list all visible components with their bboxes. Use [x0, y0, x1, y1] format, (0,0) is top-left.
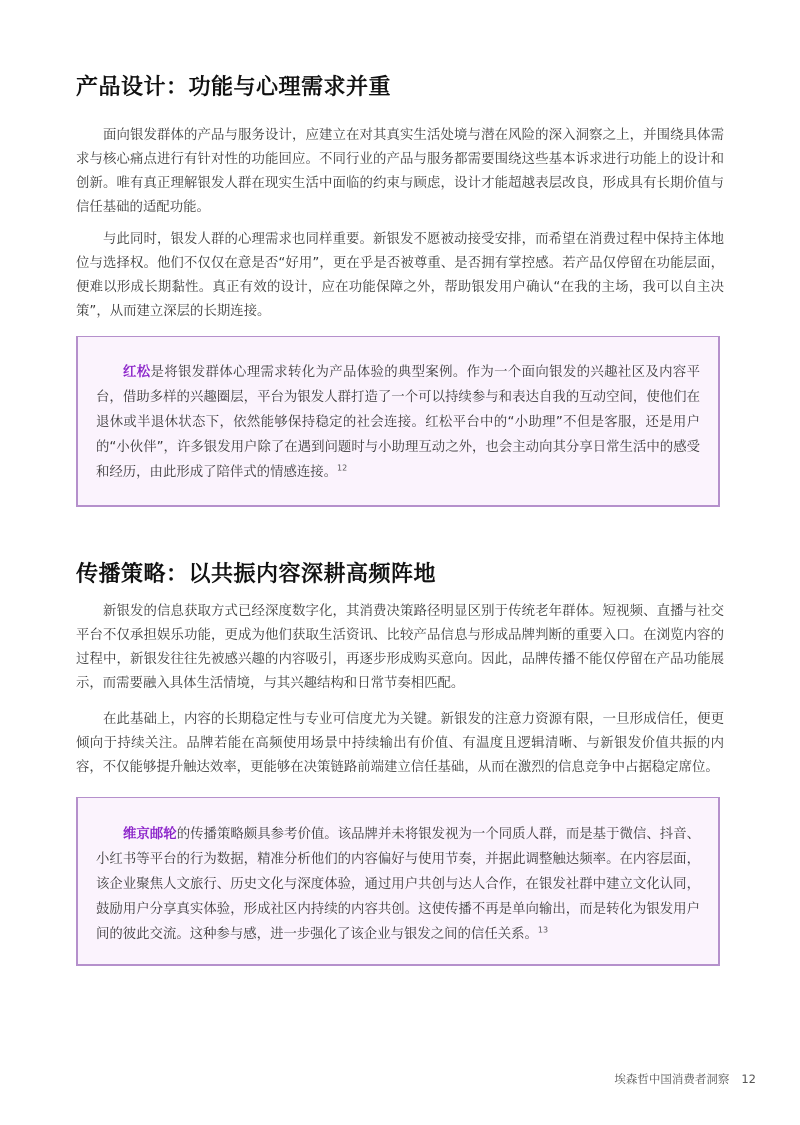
brand-name-viking-cruises: 维京邮轮 [123, 827, 177, 842]
case-study-text [96, 360, 700, 485]
paragraph-product-design-2: 与此同时，银发人群的心理需求也同样重要。新银发不愿被动接受安排，而希望在消费过程中保持主体地位与选择权。他们不仅仅在意是否“好用”，更在乎是否被尊重、是否拥有掌控感。若产品仅停留在功能层面，便难以形成长期黏性。真正有效的设计，应在功能保障之外，帮助银发用户确认“在我的主场，我可以自主决策”，从而建立深层的长期连接。 [76, 232, 724, 319]
case-study-body: 是将银发群体心理需求转化为产品体验的典型案例。作为一个面向银发的兴趣社区及内容平台，借助多样的兴趣圈层，平台为银发人群打造了一个可以持续参与和表达自我的互动空间，使他们在退休或半退休状态下，依然能够保持稳定的社会连接。红松平台中的“小助理”不但是客服，还是用户的“小伙伴”，许多银发用户除了在遇到问题时与小助理互动之外，也会主动向其分享日常生活中的感受和经历，由此形成了陪伴式的情感连接。 [96, 365, 701, 480]
case-study-body: 的传播策略颇具参考价值。该品牌并未将银发视为一个同质人群，而是基于微信、抖音、小红书等平台的行为数据，精准分析他们的内容偏好与使用节奏，并据此调整触达频率。在内容层面，该企业聚焦人文旅行、历史文化与深度体验，通过用户共创与达人合作，在银发社群中建立文化认同，鼓励用户分享真实体验，形成社区内持续的内容共创。这使传播不再是单向输出，而是转化为银发用户间的彼此交流。这种参与感，进一步强化了该企业与银发之间的信任关系。 [96, 827, 701, 942]
page-footer [614, 1071, 756, 1087]
paragraph-product-design-1: 面向银发群体的产品与服务设计，应建立在对其真实生活处境与潜在风险的深入洞察之上，并围绕具体需求与核心痛点进行有针对性的功能回应。不同行业的产品与服务都需要围绕这些基本诉求进行功能上的设计和创新。唯有真正理解银发人群在现实生活中面临的约束与顾虑，设计才能超越表层改良，形成具有长期价值与信任基础的适配功能。 [76, 128, 724, 215]
case-study-box-hongsong [76, 336, 720, 507]
case-study-text [96, 822, 700, 947]
publication-name: 埃森哲中国消费者洞察 [614, 1072, 730, 1086]
section-title-product-design: 产品设计：功能与心理需求并重 [76, 75, 392, 100]
case-study-box-viking-cruises [76, 797, 720, 966]
section-title-communication-strategy: 传播策略：以共振内容深耕高频阵地 [76, 562, 437, 587]
page-number: 12 [741, 1072, 756, 1086]
paragraph-communication-2: 在此基础上，内容的长期稳定性与专业可信度尤为关键。新银发的注意力资源有限，一旦形成信任，便更倾向于持续关注。品牌若能在高频使用场景中持续输出有价值、有温度且逻辑清晰、与新银发价值共振的内容，不仅能够提升触达效率，更能够在决策链路前端建立信任基础，从而在激烈的信息竞争中占据稳定席位。 [76, 712, 724, 775]
footnote-marker: 12 [337, 463, 348, 473]
footnote-marker: 13 [537, 925, 549, 935]
paragraph-communication-1: 新银发的信息获取方式已经深度数字化，其消费决策路径明显区别于传统老年群体。短视频、直播与社交平台不仅承担娱乐功能，更成为他们获取生活资讯、比较产品信息与形成品牌判断的重要入口。在浏览内容的过程中，新银发往往先被感兴趣的内容吸引，再逐步形成购买意向。因此，品牌传播不能仅停留在产品功能展示，而需要融入具体生活情境，与其兴趣结构和日常节奏相匹配。 [76, 604, 724, 691]
brand-name-hongsong: 红松 [123, 365, 151, 380]
